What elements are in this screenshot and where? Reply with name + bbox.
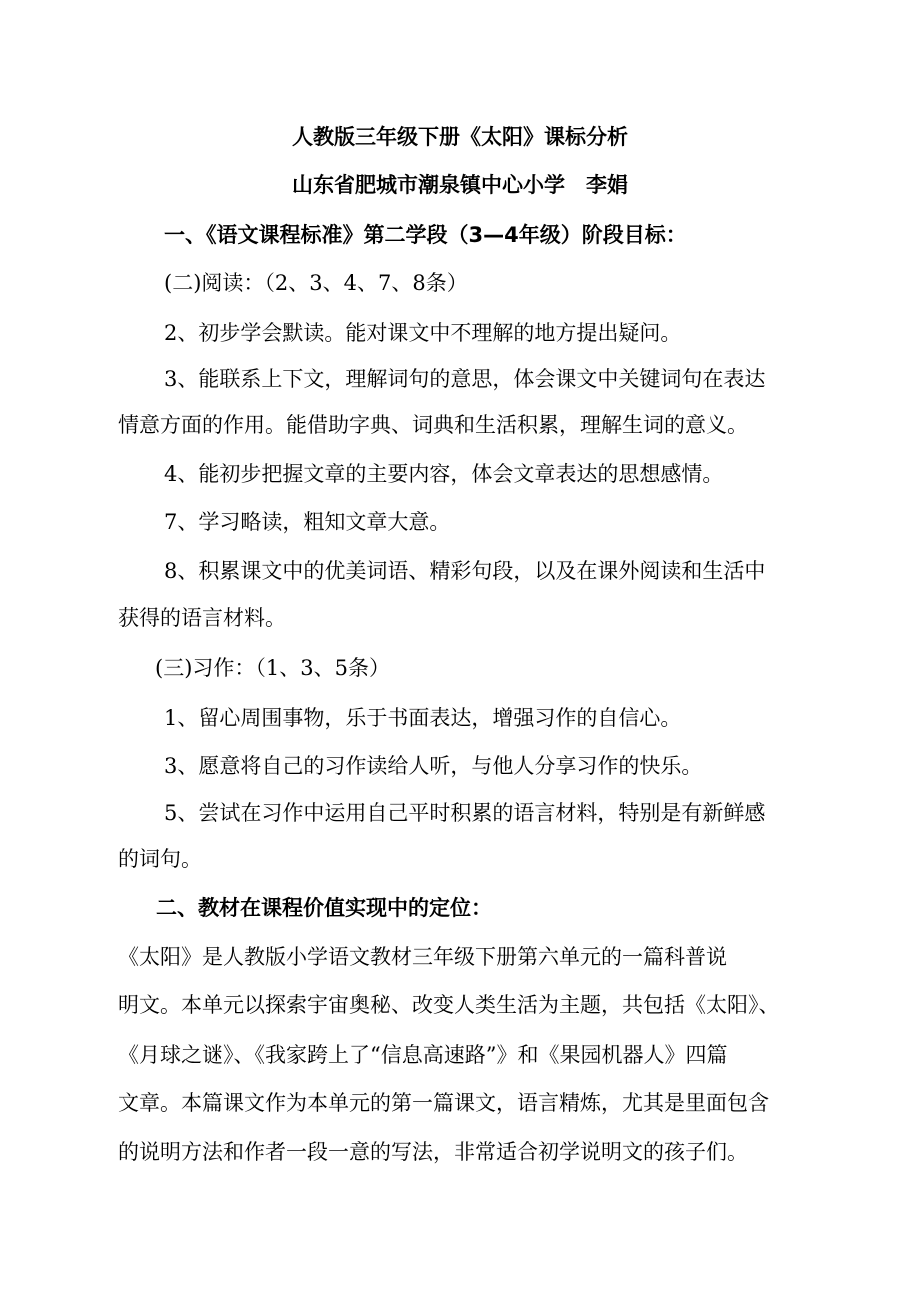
reading-item: 3、能联系上下文，理解词句的意思，体会课文中关键词句在表达 xyxy=(164,367,766,391)
section2-heading: 二、教材在课程价值实现中的定位： xyxy=(156,896,492,920)
document-title: 人教版三年级下册《太阳》课标分析 xyxy=(292,125,628,149)
section2-paragraph-line: 文章。本篇课文作为本单元的第一篇课文，语言精炼，尤其是里面包含 xyxy=(118,1091,769,1115)
reading-item: 2、初步学会默读。能对课文中不理解的地方提出疑问。 xyxy=(164,321,682,345)
reading-heading: (二)阅读：（2、3、4、7、8条） xyxy=(164,271,468,295)
writing-item-continued: 的词句。 xyxy=(118,847,202,871)
reading-item: 4、能初步把握文章的主要内容，体会文章表达的思想感情。 xyxy=(164,462,724,486)
section2-paragraph-line: 明文。本单元以探索宇宙奥秘、改变人类生活为主题，共包括《太阳》、 xyxy=(118,993,780,1017)
reading-item-continued: 情意方面的作用。能借助字典、词典和生活积累，理解生词的意义。 xyxy=(118,413,748,437)
writing-item: 5、尝试在习作中运用自己平时积累的语言材料，特别是有新鲜感 xyxy=(164,801,766,825)
author-line: 山东省肥城市潮泉镇中心小学 李娟 xyxy=(292,173,628,197)
section2-paragraph-line: 的说明方法和作者一段一意的写法，非常适合初学说明文的孩子们。 xyxy=(118,1140,748,1164)
writing-heading: (三)习作：（1、3、5条） xyxy=(155,656,390,680)
writing-item: 3、愿意将自己的习作读给人听，与他人分享习作的快乐。 xyxy=(164,754,703,778)
section2-paragraph-line: 《月球之谜》、《我家跨上了“信息高速路”》和《果园机器人》四篇 xyxy=(118,1043,728,1067)
reading-item-continued: 获得的语言材料。 xyxy=(118,606,286,630)
reading-item: 7、学习略读，粗知文章大意。 xyxy=(164,510,451,534)
section2-paragraph-line: 《太阳》是人教版小学语文教材三年级下册第六单元的一篇科普说 xyxy=(118,945,727,969)
reading-item: 8、积累课文中的优美词语、精彩句段，以及在课外阅读和生活中 xyxy=(164,559,766,583)
writing-item: 1、留心周围事物，乐于书面表达，增强习作的自信心。 xyxy=(164,706,682,730)
section1-heading: 一、《语文课程标准》第二学段（3—4年级）阶段目标： xyxy=(164,223,687,247)
